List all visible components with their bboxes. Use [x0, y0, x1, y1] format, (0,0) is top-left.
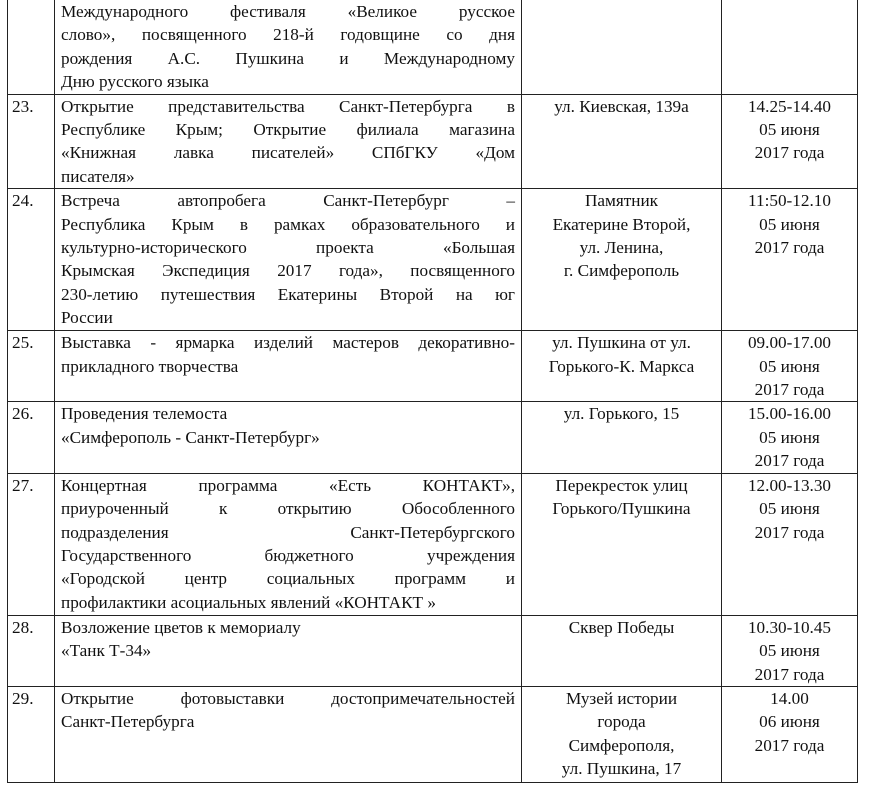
- event-title-line: Встреча автопробега Санкт-Петербург –: [61, 191, 515, 211]
- event-title-line: профилактики асоциальных явлений «КОНТАКТ »: [61, 592, 436, 612]
- event-title-line: Крымская Экспедиция 2017 года», посвященного: [61, 261, 515, 281]
- event-title: [55, 686, 522, 782]
- event-place-line: города: [597, 712, 646, 732]
- event-year-line: 2017 года: [754, 451, 825, 471]
- event-time: [722, 189, 858, 331]
- event-place: [522, 686, 722, 782]
- event-place-line: ул. Горького, 15: [563, 404, 680, 424]
- event-number: 26.: [8, 402, 55, 473]
- event-title: [55, 0, 522, 94]
- event-time: [722, 94, 858, 189]
- event-title: [55, 94, 522, 189]
- event-time-line: 09.00-17.00: [747, 333, 832, 353]
- event-title-line: «Городской центр социальных программ и: [61, 569, 515, 589]
- event-title-line: Республике Крым; Открытие филиала магазина: [61, 120, 515, 140]
- event-title-line: рождения А.С. Пушкина и Международному: [61, 48, 515, 68]
- event-schedule-table: [7, 0, 858, 783]
- event-title-line: Дню русского языка: [61, 72, 209, 92]
- event-number: 28.: [8, 615, 55, 686]
- event-title-line: прикладного творчества: [61, 356, 239, 376]
- event-number: 27.: [8, 473, 55, 615]
- event-title: [55, 615, 522, 686]
- event-year-line: 2017 года: [754, 238, 825, 258]
- event-number: 29.: [8, 686, 55, 782]
- event-place: [522, 189, 722, 331]
- event-title-line: культурно-исторического проекта «Большая: [61, 238, 515, 258]
- event-place-line: Памятник: [584, 191, 659, 211]
- table-row: [8, 331, 858, 402]
- event-place: [522, 615, 722, 686]
- event-year-line: 2017 года: [754, 664, 825, 684]
- event-date-line: 05 июня: [759, 641, 820, 661]
- event-title-line: писателя»: [61, 166, 135, 186]
- event-title-line: подразделения Санкт-Петербургского: [61, 522, 515, 542]
- event-place-line: ул. Пушкина от ул.: [552, 333, 691, 353]
- event-place-line: Музей истории: [565, 688, 678, 708]
- event-title-line: «Книжная лавка писателей» СПбГКУ «Дом: [61, 143, 515, 163]
- event-place-line: Екатерине Второй,: [552, 214, 691, 234]
- event-time-line: 10.30-10.45: [747, 617, 832, 637]
- event-time: [722, 615, 858, 686]
- event-title-line: Проведения телемоста: [61, 404, 228, 424]
- table-row: [8, 686, 858, 782]
- event-time-line: 14.00: [770, 688, 809, 708]
- event-time: [722, 402, 858, 473]
- event-number: 24.: [8, 189, 55, 331]
- event-title-line: Санкт-Петербурга: [61, 712, 195, 732]
- event-title-line: слово», посвященного 218-й годовщине со дня: [61, 25, 515, 45]
- document-page: [7, 0, 862, 783]
- event-title-line: «Симферополь - Санкт-Петербург»: [61, 427, 320, 447]
- event-title-line: Государственного бюджетного учреждения: [61, 545, 515, 565]
- table-row: [8, 0, 858, 94]
- event-title-line: Концертная программа «Есть КОНТАКТ»,: [61, 475, 515, 495]
- event-title-line: Возложение цветов к мемориалу: [61, 617, 301, 637]
- event-place: [522, 473, 722, 615]
- event-title: [55, 331, 522, 402]
- event-time-line: 11:50-12.10: [748, 191, 831, 211]
- event-title-line: Республика Крым в рамках образовательного и: [61, 214, 515, 234]
- event-time-line: 14.25-14.40: [747, 96, 832, 116]
- event-number: 23.: [8, 94, 55, 189]
- event-year-line: 2017 года: [754, 380, 825, 400]
- event-title: [55, 473, 522, 615]
- event-place-line: ул. Киевская, 139а: [554, 96, 689, 116]
- event-title-line: приуроченный к открытию Обособленного: [61, 499, 515, 519]
- event-place: [522, 402, 722, 473]
- event-number: 25.: [8, 331, 55, 402]
- event-year-line: 2017 года: [754, 522, 825, 542]
- event-title-line: Международного фестиваля «Великое русское: [61, 2, 515, 21]
- event-time: [722, 331, 858, 402]
- event-number: [8, 0, 55, 94]
- event-year-line: 2017 года: [754, 143, 825, 163]
- event-time: [722, 686, 858, 782]
- schedule-body: [8, 0, 858, 782]
- event-date-line: 05 июня: [759, 427, 820, 447]
- event-place: [522, 0, 722, 94]
- event-title: [55, 402, 522, 473]
- event-place-line: Горького/Пушкина: [552, 499, 691, 519]
- event-time: [722, 473, 858, 615]
- table-row: [8, 615, 858, 686]
- event-date-line: 05 июня: [759, 120, 820, 140]
- event-date-line: 05 июня: [759, 356, 820, 376]
- event-time-line: 12.00-13.30: [747, 475, 832, 495]
- table-row: [8, 189, 858, 331]
- event-date-line: 06 июня: [759, 712, 820, 732]
- event-title-line: России: [61, 308, 113, 328]
- event-place: [522, 94, 722, 189]
- event-place-line: ул. Ленина,: [579, 238, 664, 258]
- event-place-line: ул. Пушкина, 17: [561, 759, 682, 779]
- event-date-line: 05 июня: [759, 499, 820, 519]
- event-title-line: Выставка - ярмарка изделий мастеров декоративно-: [61, 333, 515, 353]
- table-row: [8, 402, 858, 473]
- event-time-line: 15.00-16.00: [747, 404, 832, 424]
- event-time: [722, 0, 858, 94]
- event-date-line: 05 июня: [759, 214, 820, 234]
- event-title-line: 230-летию путешествия Екатерины Второй на юг: [61, 284, 515, 304]
- event-place-line: Перекресток улиц: [555, 475, 688, 495]
- event-title-line: «Танк Т-34»: [61, 641, 152, 661]
- event-year-line: 2017 года: [754, 735, 825, 755]
- event-place-line: г. Симферополь: [563, 261, 680, 281]
- event-place-line: Симферополя,: [568, 735, 675, 755]
- event-place-line: Горького-К. Маркса: [548, 356, 695, 376]
- event-title-line: Открытие представительства Санкт-Петербурга в: [61, 96, 515, 116]
- table-row: [8, 94, 858, 189]
- event-title: [55, 189, 522, 331]
- event-title-line: Открытие фотовыставки достопримечательностей: [61, 688, 515, 708]
- event-place: [522, 331, 722, 402]
- event-place-line: Сквер Победы: [568, 617, 675, 637]
- table-row: [8, 473, 858, 615]
